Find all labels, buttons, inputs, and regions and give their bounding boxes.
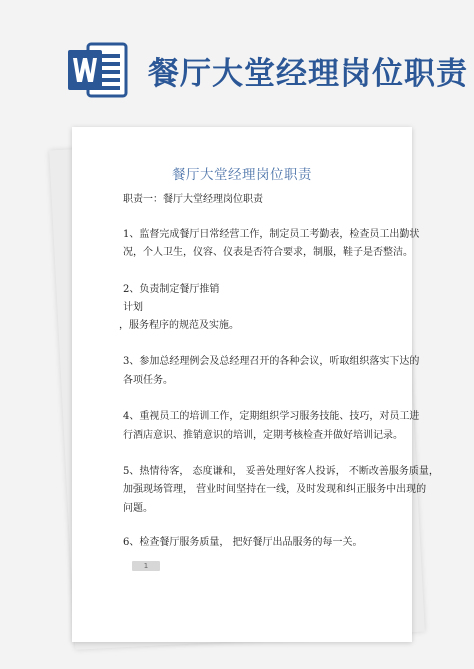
document-title: 餐厅大堂经理岗位职责 (172, 167, 312, 183)
document-line: 5、热情待客， 态度谦和， 妥善处理好客人投诉， 不断改善服务质量， (123, 466, 439, 477)
document-line: ，服务程序的规范及实施。 (119, 320, 239, 331)
document-line: 各项任务。 (123, 375, 173, 386)
document-line: 问题。 (123, 503, 153, 514)
document-line: 行酒店意识、推销意识的培训，定期考核检查并做好培训记录。 (123, 430, 403, 441)
document-line: 6、检查餐厅服务质量， 把好餐厅出品服务的每一关。 (123, 537, 363, 548)
page-number: 1 (132, 561, 160, 571)
document-line: 加强现场管理， 营业时间坚持在一线，及时发现和纠正服务中出现的 (123, 484, 427, 495)
banner-title: 餐厅大堂经理岗位职责 (148, 56, 468, 92)
document-line: 2、负责制定餐厅推销 (123, 284, 220, 295)
word-icon (66, 40, 130, 100)
document-line: 职责一：餐厅大堂经理岗位职责 (123, 194, 263, 205)
document-line: 1、监督完成餐厅日常经营工作，制定员工考勤表，检查员工出勤状 (123, 229, 420, 240)
document-line: 计划 (123, 302, 143, 313)
banner (0, 0, 474, 118)
document-line: 况，个人卫生，仪容、仪表是否符合要求，制服，鞋子是否整洁。 (123, 247, 413, 258)
document-line: 3、参加总经理例会及总经理召开的各种会议，听取组织落实下达的 (123, 356, 420, 367)
document-page (72, 127, 439, 642)
document-line: 4、重视员工的培训工作，定期组织学习服务技能、技巧，对员工进 (123, 411, 420, 422)
